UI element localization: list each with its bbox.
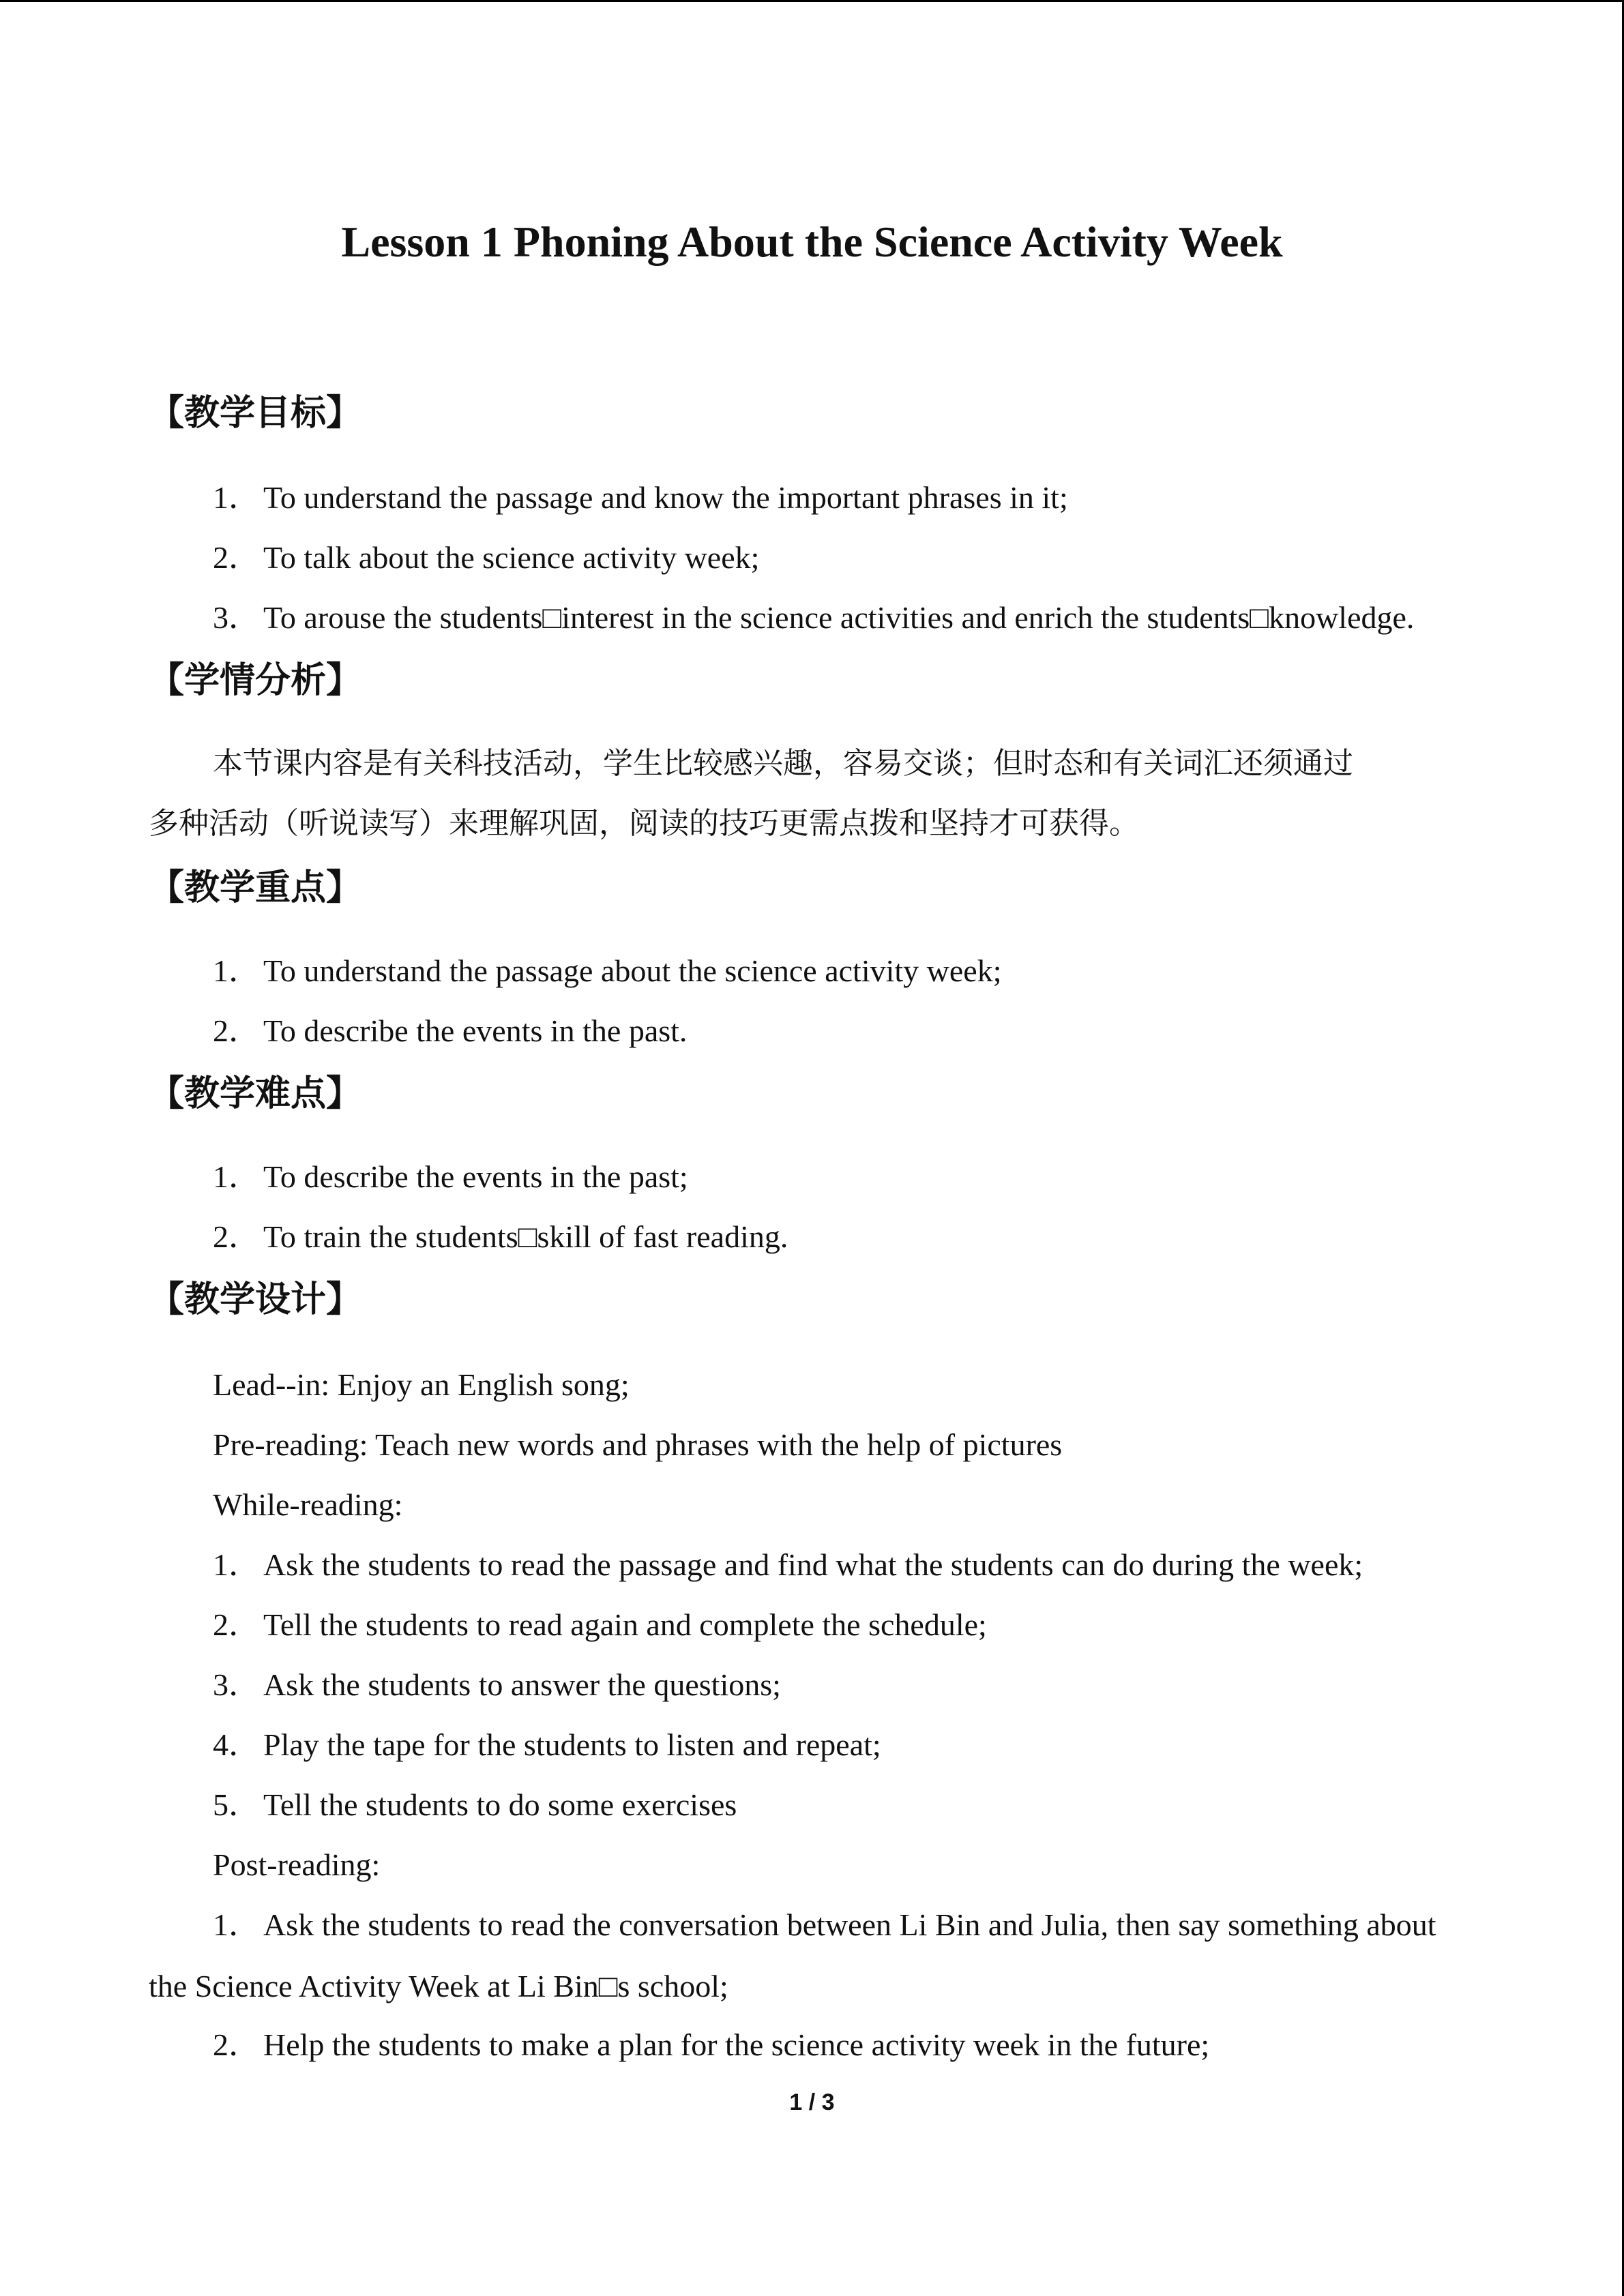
list-item [213,1725,881,1765]
list-item [213,951,1002,992]
lead-in-line: Lead--in: Enjoy an English song; [213,1367,630,1402]
page-indicator: 1 / 3 [789,2089,835,2115]
item-text: To understand the passage about the science activity week; [263,953,1002,988]
item-number: 1． [213,1159,260,1194]
paragraph-line: 本节课内容是有关科技活动，学生比较感兴趣，容易交谈；但时态和有关词汇还须通过 [213,746,1353,781]
item-text: To describe the events in the past. [263,1013,688,1048]
item-number: 2． [213,1607,260,1642]
section-heading-key-points: 【教学重点】 [149,867,362,908]
section-heading-analysis: 【学情分析】 [149,660,362,701]
list-item [213,1157,688,1197]
list-item [213,1545,1363,1585]
section-heading-goals: 【教学目标】 [149,393,362,434]
section-heading-design: 【教学设计】 [149,1279,362,1320]
list-item [213,1011,687,1052]
list-item [213,1665,781,1705]
item-text: To arouse the students□interest in the science activities and enrich the students□knowledge. [263,600,1415,635]
item-text: Help the students to make a plan for the science activity week in the future; [263,2027,1210,2062]
item-number: 2． [213,1013,260,1048]
item-number: 2． [213,2027,260,2062]
pre-reading-line: Pre-reading: Teach new words and phrases with the help of pictures [213,1427,1063,1462]
item-number: 2． [213,1219,260,1254]
list-item [213,1605,987,1645]
list-item-continuation: the Science Activity Week at Li Bin□s school; [149,1969,728,2003]
item-text: To understand the passage and know the important phrases in it; [263,480,1068,515]
list-item [213,1905,1436,1945]
list-item [213,1217,788,1257]
item-number: 2． [213,540,260,575]
while-reading-label: While-reading: [213,1487,403,1522]
item-number: 4． [213,1727,260,1762]
item-text: To train the students□skill of fast reading. [263,1219,788,1254]
item-number: 3． [213,600,260,635]
item-text: Ask the students to answer the questions; [263,1667,781,1702]
paragraph-line: 多种活动（听说读写）来理解巩固，阅读的技巧更需点拨和坚持才可获得。 [149,806,1139,841]
post-reading-label: Post-reading: [213,1847,381,1882]
item-text: Tell the students to read again and complete the schedule; [263,1607,987,1642]
list-item [213,2025,1209,2066]
item-number: 5． [213,1787,260,1822]
document-title: Lesson 1 Phoning About the Science Activity Week [341,218,1283,266]
list-item [213,597,1414,638]
item-number: 1． [213,953,260,988]
item-number: 3． [213,1667,260,1702]
item-text: Ask the students to read the passage and find what the students can do during the week; [263,1547,1363,1582]
list-item [213,537,759,578]
list-item [213,477,1068,518]
item-number: 1． [213,1547,260,1582]
item-text: Ask the students to read the conversation between Li Bin and Julia, then say something about [263,1907,1436,1942]
item-number: 1． [213,1907,260,1942]
item-text: Tell the students to do some exercises [263,1787,737,1822]
item-text: To describe the events in the past; [263,1159,688,1194]
item-text: To talk about the science activity week; [263,540,760,575]
section-heading-difficulties: 【教学难点】 [149,1073,362,1114]
list-item [213,1785,737,1825]
item-text: Play the tape for the students to listen and repeat; [263,1727,881,1762]
item-number: 1． [213,480,260,515]
